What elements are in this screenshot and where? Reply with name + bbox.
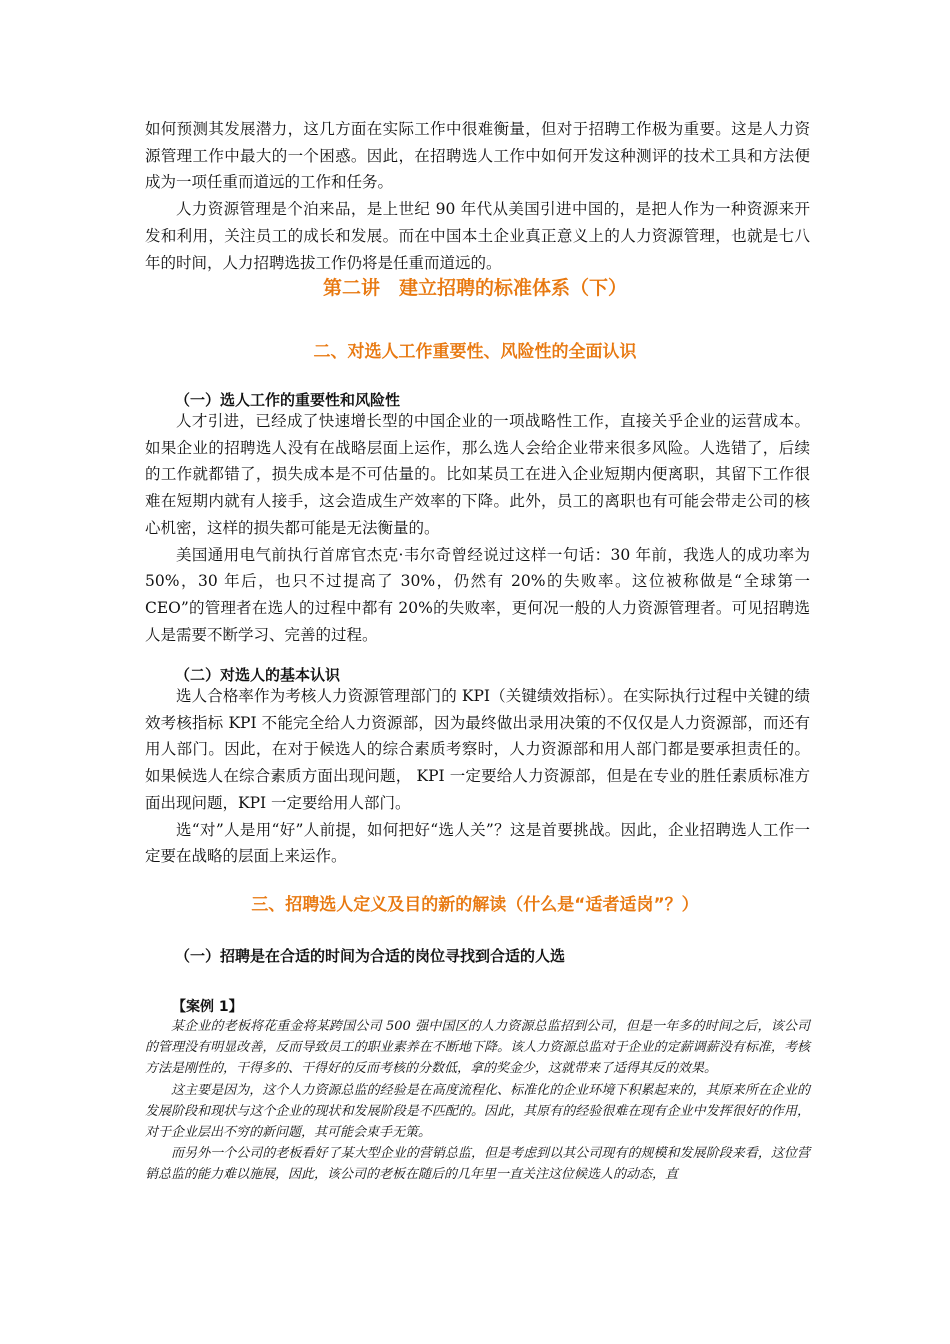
- section-2-2-paragraph-1: 选人合格率作为考核人力资源管理部门的 KPI（关键绩效指标）。在实际执行过程中关键的绩效考核指标 KPI 不能完全给人力资源部，因为最终做出录用决策的不仅仅是人力资源部，而还有用人部门。因此，在对于候选人的综合素质考察时，人力资源部和用人部门都是要承担责任的。如果候选人在综合素质方面出现问题， KPI 一定要给人力资源部，但是在专业的胜任素质标准方面出现问题，KPI 一定要给用人部门。: [145, 687, 810, 812]
- section-2-subheading-1: （一）选人工作的重要性和风险性: [175, 391, 401, 409]
- lecture-title: 第二讲 建立招聘的标准体系（下）: [322, 277, 627, 299]
- section-3-subheading-1: （一）招聘是在合适的时间为合适的岗位寻找到合适的人选: [175, 947, 566, 965]
- case-1-paragraph-3: 而另外一个公司的老板看好了某大型企业的营销总监，但是考虑到以其公司现有的规模和发展阶段来看，这位营销总监的能力难以施展，因此，该公司的老板在随后的几年里一直关注这位候选人的动态，直: [145, 1146, 810, 1183]
- intro-block: [145, 116, 810, 276]
- case-1-paragraph-2: 这主要是因为，这个人力资源总监的经验是在高度流程化、标准化的企业环境下积累起来的，其原来所在企业的发展阶段和现状与这个企业的现状和发展阶段是不匹配的。因此，其原有的经验很难在现有企业中发挥很好的作用，对于企业层出不穷的新问题，其可能会束手无策。: [145, 1082, 810, 1141]
- case-1-paragraph-1: 某企业的老板将花重金将某跨国公司 500 强中国区的人力资源总监招到公司，但是一年多的时间之后，该公司的管理没有明显改善，反而导致员工的职业素养在不断地下降。该人力资源总监对于企业的定薪调薪没有标准，考核方法是刚性的，干得多的、干得好的反而考核的分数低，拿的奖金少，这就带来了适得其反的效果。: [145, 1019, 810, 1077]
- section-2-1-paragraph-1: 人才引进，已经成了快速增长型的中国企业的一项战略性工作，直接关乎企业的运营成本。如果企业的招聘选人没有在战略层面上运作，那么选人会给企业带来很多风险。人选错了，后续的工作就都错了，损失成本是不可估量的。比如某员工在进入企业短期内便离职，其留下工作很难在短期内就有人接手，这会造成生产效率的下降。此外，员工的离职也有可能会带走公司的核心机密，这样的损失都可能是无法衡量的。: [145, 412, 810, 537]
- case-1-body: [145, 1016, 810, 1186]
- intro-paragraph-1: 如何预测其发展潜力，这几方面在实际工作中很难衡量，但对于招聘工作极为重要。这是人力资源管理工作中最大的一个困惑。因此，在招聘选人工作中如何开发这种测评的技术工具和方法便成为一项任重而道远的工作和任务。: [145, 120, 810, 192]
- section-2-2-paragraph-2: 选“对”人是用“好”人前提，如何把好“选人关”？这是首要挑战。因此，企业招聘选人工作一定要在战略的层面上来运作。: [145, 820, 810, 866]
- intro-paragraph-2: 人力资源管理是个泊来品，是上世纪 90 年代从美国引进中国的，是把人作为一种资源来开发和利用，关注员工的成长和发展。而在中国本土企业真正意义上的人力资源管理，也就是七八年的时间，人力招聘选拔工作仍将是任重而道远的。: [145, 200, 810, 272]
- case-1-label: 【案例 1】: [172, 999, 243, 1015]
- section-3-title: 三、招聘选人定义及目的新的解读（什么是“适者适岗”？）: [251, 895, 699, 915]
- section-2-title: 二、对选人工作重要性、风险性的全面认识: [313, 342, 637, 362]
- section-2-1-paragraph-2: 美国通用电气前执行首席官杰克·韦尔奇曾经说过这样一句话：30 年前，我选人的成功率为 50%，30 年后，也只不过提高了 30%，仍然有 20%的失败率。这位被称做是“全球第一 CEO”的管理者在选人的过程中都有 20%的失败率，更何况一般的人力资源管理者。可见招聘选人是需要不断学习、完善的过程。: [145, 545, 810, 644]
- section-2-2-body: [145, 683, 810, 870]
- section-2-1-body: [145, 408, 810, 648]
- section-2-subheading-2: （二）对选人的基本认识: [175, 666, 341, 684]
